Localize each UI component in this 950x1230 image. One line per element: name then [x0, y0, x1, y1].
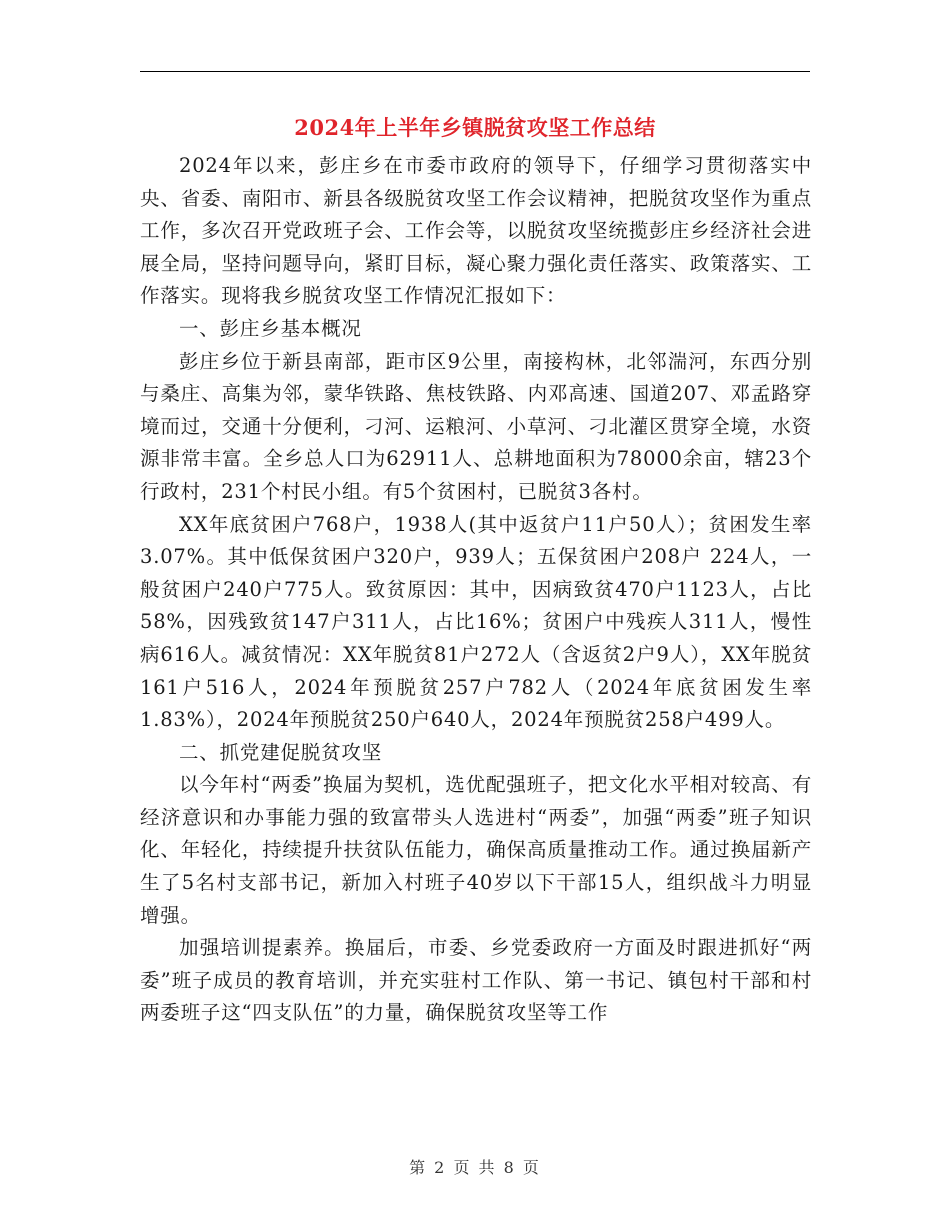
page-number: 第 2 页 共 8 页	[409, 1158, 541, 1177]
paragraph-intro: 2024年以来，彭庄乡在市委市政府的领导下，仔细学习贯彻落实中央、省委、南阳市、新县各级脱贫攻坚工作会议精神，把脱贫攻坚作为重点工作，多次召开党政班子会、工作会等，以脱贫攻坚统揽彭庄乡经济社会进展全局，坚持问题导向，紧盯目标，凝心聚力强化责任落实、政策落实、工作落实。现将我乡脱贫攻坚工作情况汇报如下：	[140, 154, 812, 308]
document-title: 2024年上半年乡镇脱贫攻坚工作总结	[294, 115, 656, 140]
section-heading-2: 二、抓党建促脱贫攻坚	[179, 740, 383, 764]
paragraph-party-building: 以今年村“两委”换届为契机，选优配强班子，把文化水平相对较高、有经济意识和办事能力强的致富带头人选进村“两委”，加强“两委”班子知识化、年轻化，持续提升扶贫队伍能力，确保高质量推动工作。通过换届新产生了5名村支部书记，新加入村班子40岁以下干部15人，组织战斗力明显增强。	[140, 773, 812, 927]
header-rule	[140, 71, 810, 72]
paragraph-overview: 彭庄乡位于新县南部，距市区9公里，南接构林，北邻湍河，东西分别与桑庄、高集为邻，蒙华铁路、焦枝铁路、内邓高速、国道207、邓孟路穿境而过，交通十分便利，刁河、运粮河、小草河、刁北灌区贯穿全境，水资源非常丰富。全乡总人口为62911人、总耕地面积为78000余亩，辖23个行政村，231个村民小组。有5个贫困村，已脱贫3各村。	[140, 349, 812, 503]
section-heading-1: 一、彭庄乡基本概况	[179, 316, 362, 340]
document-body	[140, 150, 812, 1030]
paragraph-training: 加强培训提素养。换届后，市委、乡党委政府一方面及时跟进抓好“两委”班子成员的教育培训，并充实驻村工作队、第一书记、镇包村干部和村两委班子这“四支队伍”的力量，确保脱贫攻坚等工作	[140, 936, 812, 1025]
paragraph-poverty-stats: XX年底贫困户768户，1938人(其中返贫户11户50人）；贫困发生率3.07%。其中低保贫困户320户，939人；五保贫困户208户 224人，一般贫困户240户775人。致贫原因：其中，因病致贫470户1123人，占比58%，因残致贫147户311人，占比16%；贫困户中残疾人311人，慢性病616人。减贫情况：XX年脱贫81户272人（含返贫2户9人），XX年脱贫161户516人，2024年预脱贫257户782人（2024年底贫困发生率1.83%），2024年预脱贫250户640人，2024年预脱贫258户499人。	[140, 512, 812, 732]
